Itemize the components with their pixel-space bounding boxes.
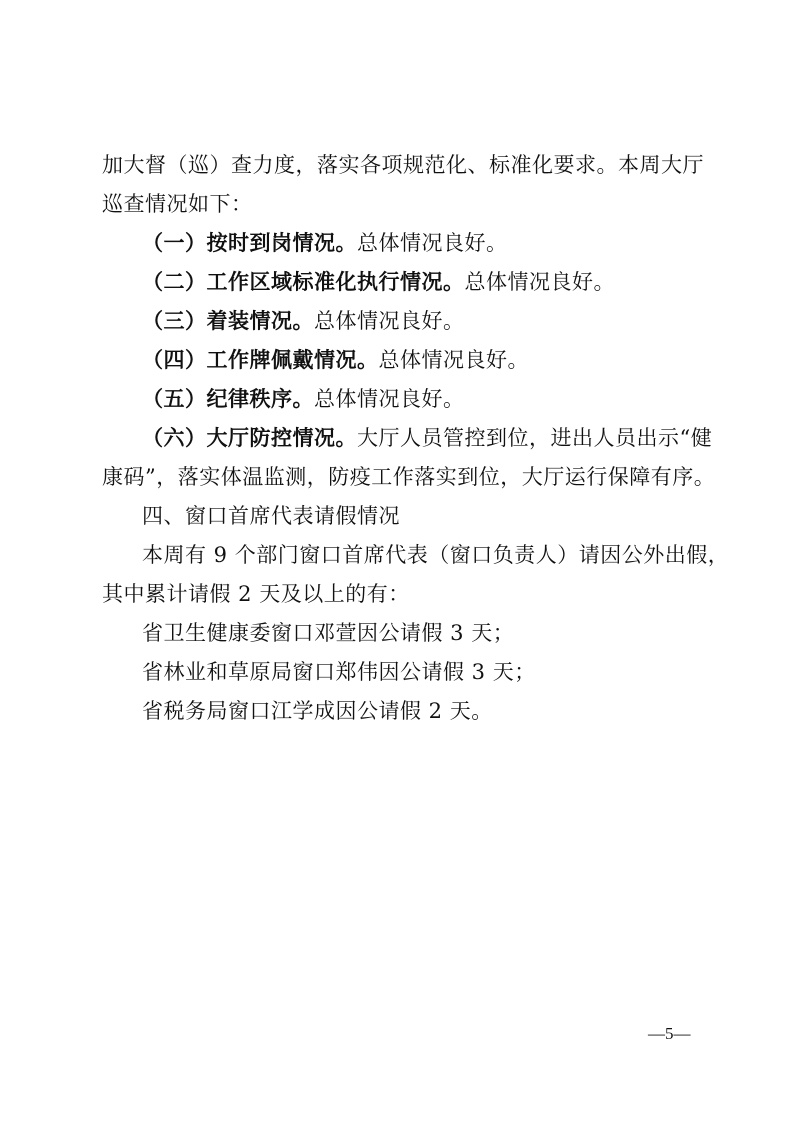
item-title: （二）工作区域标准化执行情况。	[142, 270, 465, 294]
item-text: 总体情况良好。	[378, 348, 529, 372]
item-text: 总体情况良好。	[314, 309, 465, 333]
item-text: 总体情况良好。	[357, 231, 508, 255]
paragraph-line: 加大督（巡）查力度，落实各项规范化、标准化要求。本周大厅	[102, 153, 704, 177]
item-text: 总体情况良好。	[464, 270, 615, 294]
list-item	[142, 228, 508, 258]
paragraph-line: 巡查情况如下：	[102, 192, 253, 216]
item-title: （三）着装情况。	[142, 309, 314, 333]
list-item	[142, 345, 529, 375]
paragraph-line: 本周有 9 个部门窗口首席代表（窗口负责人）请因公外出假，	[142, 543, 730, 567]
leave-entry: 省卫生健康委窗口邓萱因公请假 3 天；	[142, 621, 515, 645]
item-title: （一）按时到岗情况。	[142, 231, 357, 255]
item-title: （五）纪律秩序。	[142, 387, 314, 411]
page-number: —5—	[648, 1024, 691, 1043]
item-text: 总体情况良好。	[314, 387, 465, 411]
list-item	[142, 384, 465, 414]
paragraph-line: 其中累计请假 2 天及以上的有：	[102, 582, 410, 606]
list-item	[142, 267, 615, 297]
leave-entry: 省税务局窗口江学成因公请假 2 天。	[142, 699, 493, 723]
item-title: （六）大厅防控情况。	[142, 426, 357, 450]
list-item	[142, 423, 713, 453]
paragraph-line: 康码”，落实体温监测，防疫工作落实到位，大厅运行保障有序。	[102, 465, 716, 489]
item-text: 大厅人员管控到位，进出人员出示“健	[357, 426, 713, 450]
section-heading: 四、窗口首席代表请假情况	[142, 504, 400, 528]
item-title: （四）工作牌佩戴情况。	[142, 348, 379, 372]
list-item	[142, 306, 465, 336]
leave-entry: 省林业和草原局窗口郑伟因公请假 3 天；	[142, 660, 536, 684]
